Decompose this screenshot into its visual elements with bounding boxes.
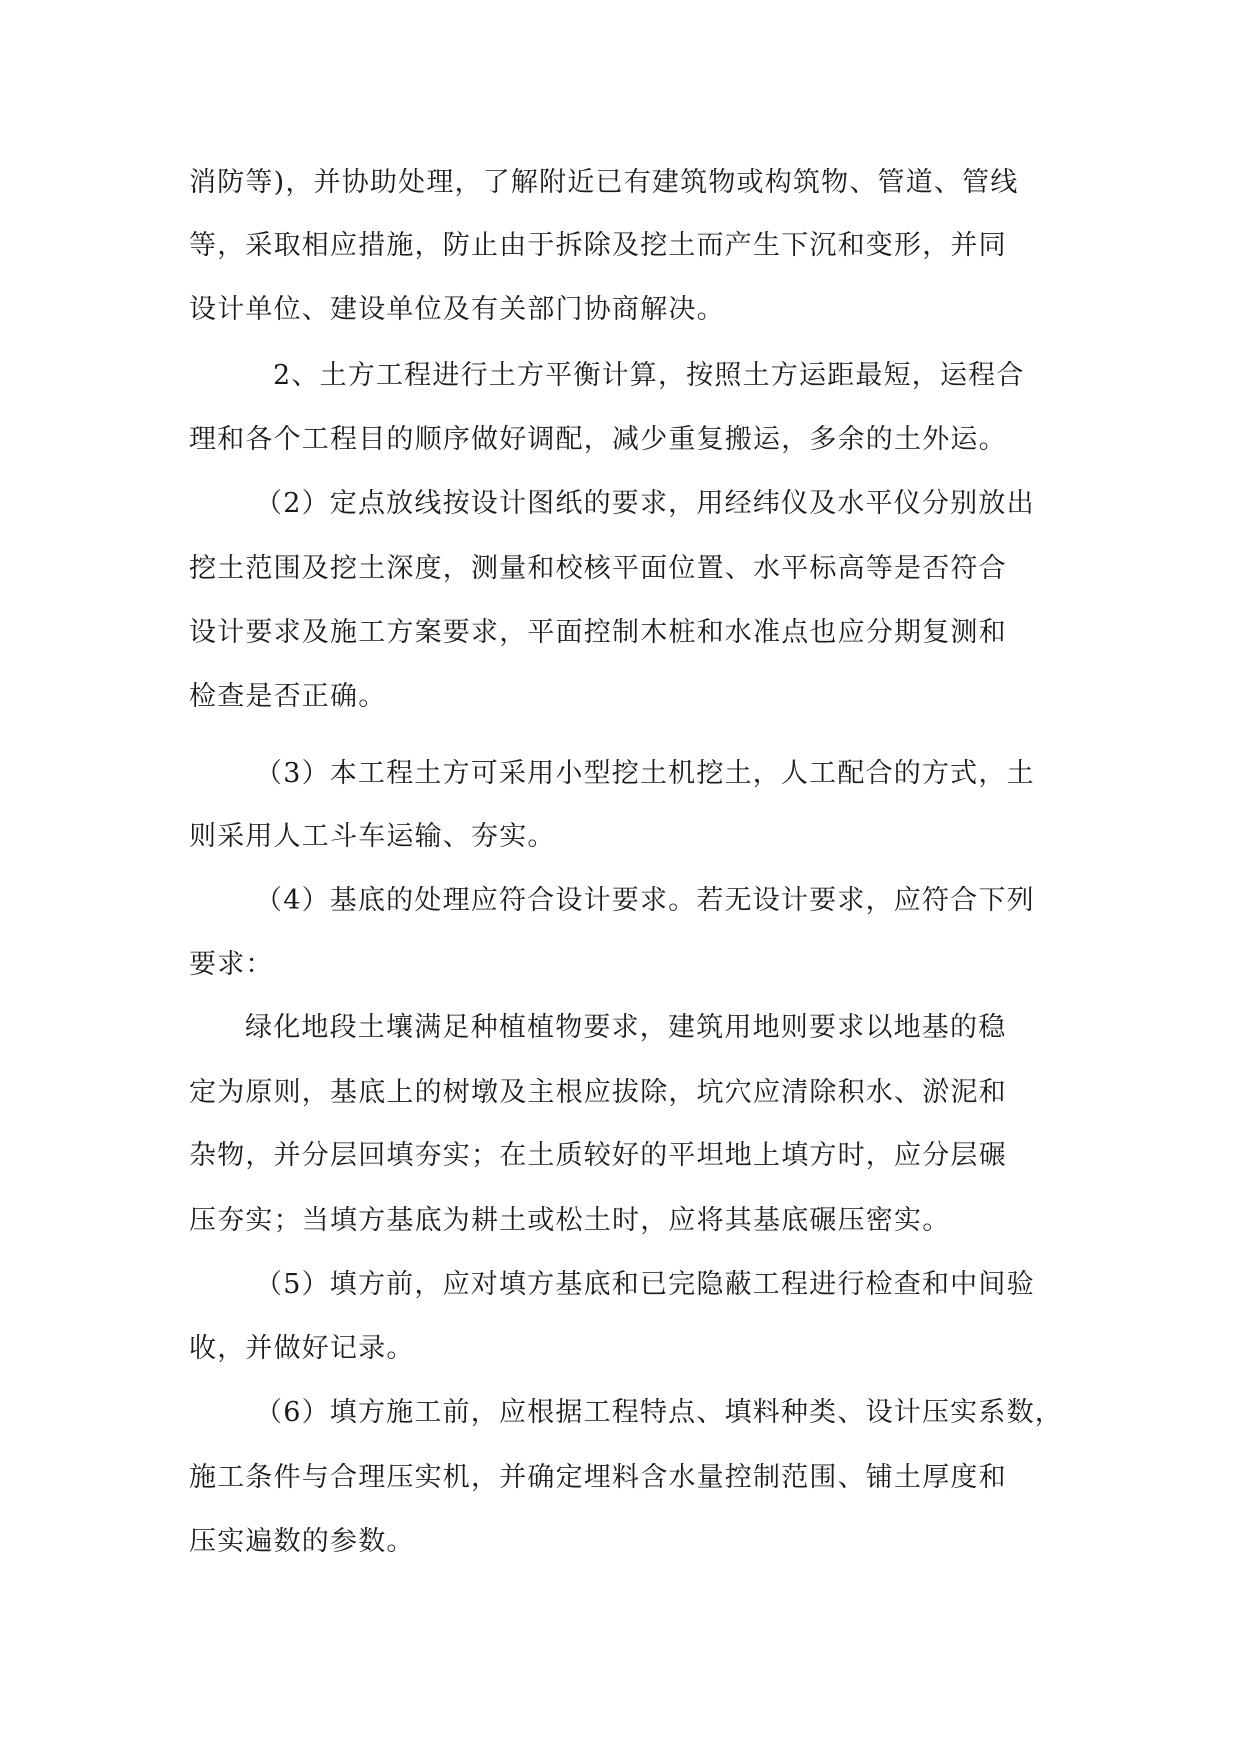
- paragraph-line: 挖土范围及挖土深度，测量和校核平面位置、水平标高等是否符合: [189, 553, 1007, 584]
- paragraph-line: 设计要求及施工方案要求，平面控制木桩和水准点也应分期复测和: [189, 617, 1007, 648]
- paragraph-line: 则采用人工斗车运输、夯实。: [189, 821, 556, 852]
- paragraph-line: （2）定点放线按设计图纸的要求，用经纬仪及水平仪分别放出: [255, 488, 1035, 519]
- paragraph-line: 2、土方工程进行土方平衡计算，按照土方运距最短，运程合: [273, 360, 1025, 391]
- paragraph-line: 设计单位、建设单位及有关部门协商解决。: [189, 294, 725, 325]
- paragraph-line: （3）本工程土方可采用小型挖土机挖土，人工配合的方式，土: [255, 758, 1035, 789]
- paragraph-line: 等，采取相应措施，防止由于拆除及挖土而产生下沉和变形，并同: [189, 230, 1007, 261]
- paragraph-line: 绿化地段土壤满足种植植物要求，建筑用地则要求以地基的稳: [245, 1012, 1007, 1043]
- paragraph-line: （6）填方施工前，应根据工程特点、填料种类、设计压实系数，: [255, 1397, 1063, 1428]
- paragraph-line: 要求：: [189, 949, 274, 980]
- paragraph-line: 压夯实；当填方基底为耕土或松土时，应将其基底碾压密实。: [189, 1205, 951, 1236]
- paragraph-line: 压实遍数的参数。: [189, 1526, 415, 1557]
- paragraph-line: 收，并做好记录。: [189, 1333, 415, 1364]
- paragraph-line: 杂物，并分层回填夯实；在土质较好的平坦地上填方时，应分层碾: [189, 1140, 1007, 1171]
- paragraph-line: 定为原则，基底上的树墩及主根应拔除，坑穴应清除积水、淤泥和: [189, 1077, 1007, 1108]
- paragraph-line: 检查是否正确。: [189, 681, 387, 712]
- paragraph-line: （4）基底的处理应符合设计要求。若无设计要求，应符合下列: [255, 885, 1035, 916]
- paragraph-line: 施工条件与合理压实机，并确定埋料含水量控制范围、铺土厚度和: [189, 1462, 1007, 1493]
- paragraph-line: 理和各个工程目的顺序做好调配，减少重复搬运，多余的土外运。: [189, 424, 1007, 455]
- paragraph-line: 消防等)，并协助处理，了解附近已有建筑物或构筑物、管道、管线: [189, 167, 1019, 198]
- paragraph-line: （5）填方前，应对填方基底和已完隐蔽工程进行检查和中间验: [255, 1269, 1035, 1300]
